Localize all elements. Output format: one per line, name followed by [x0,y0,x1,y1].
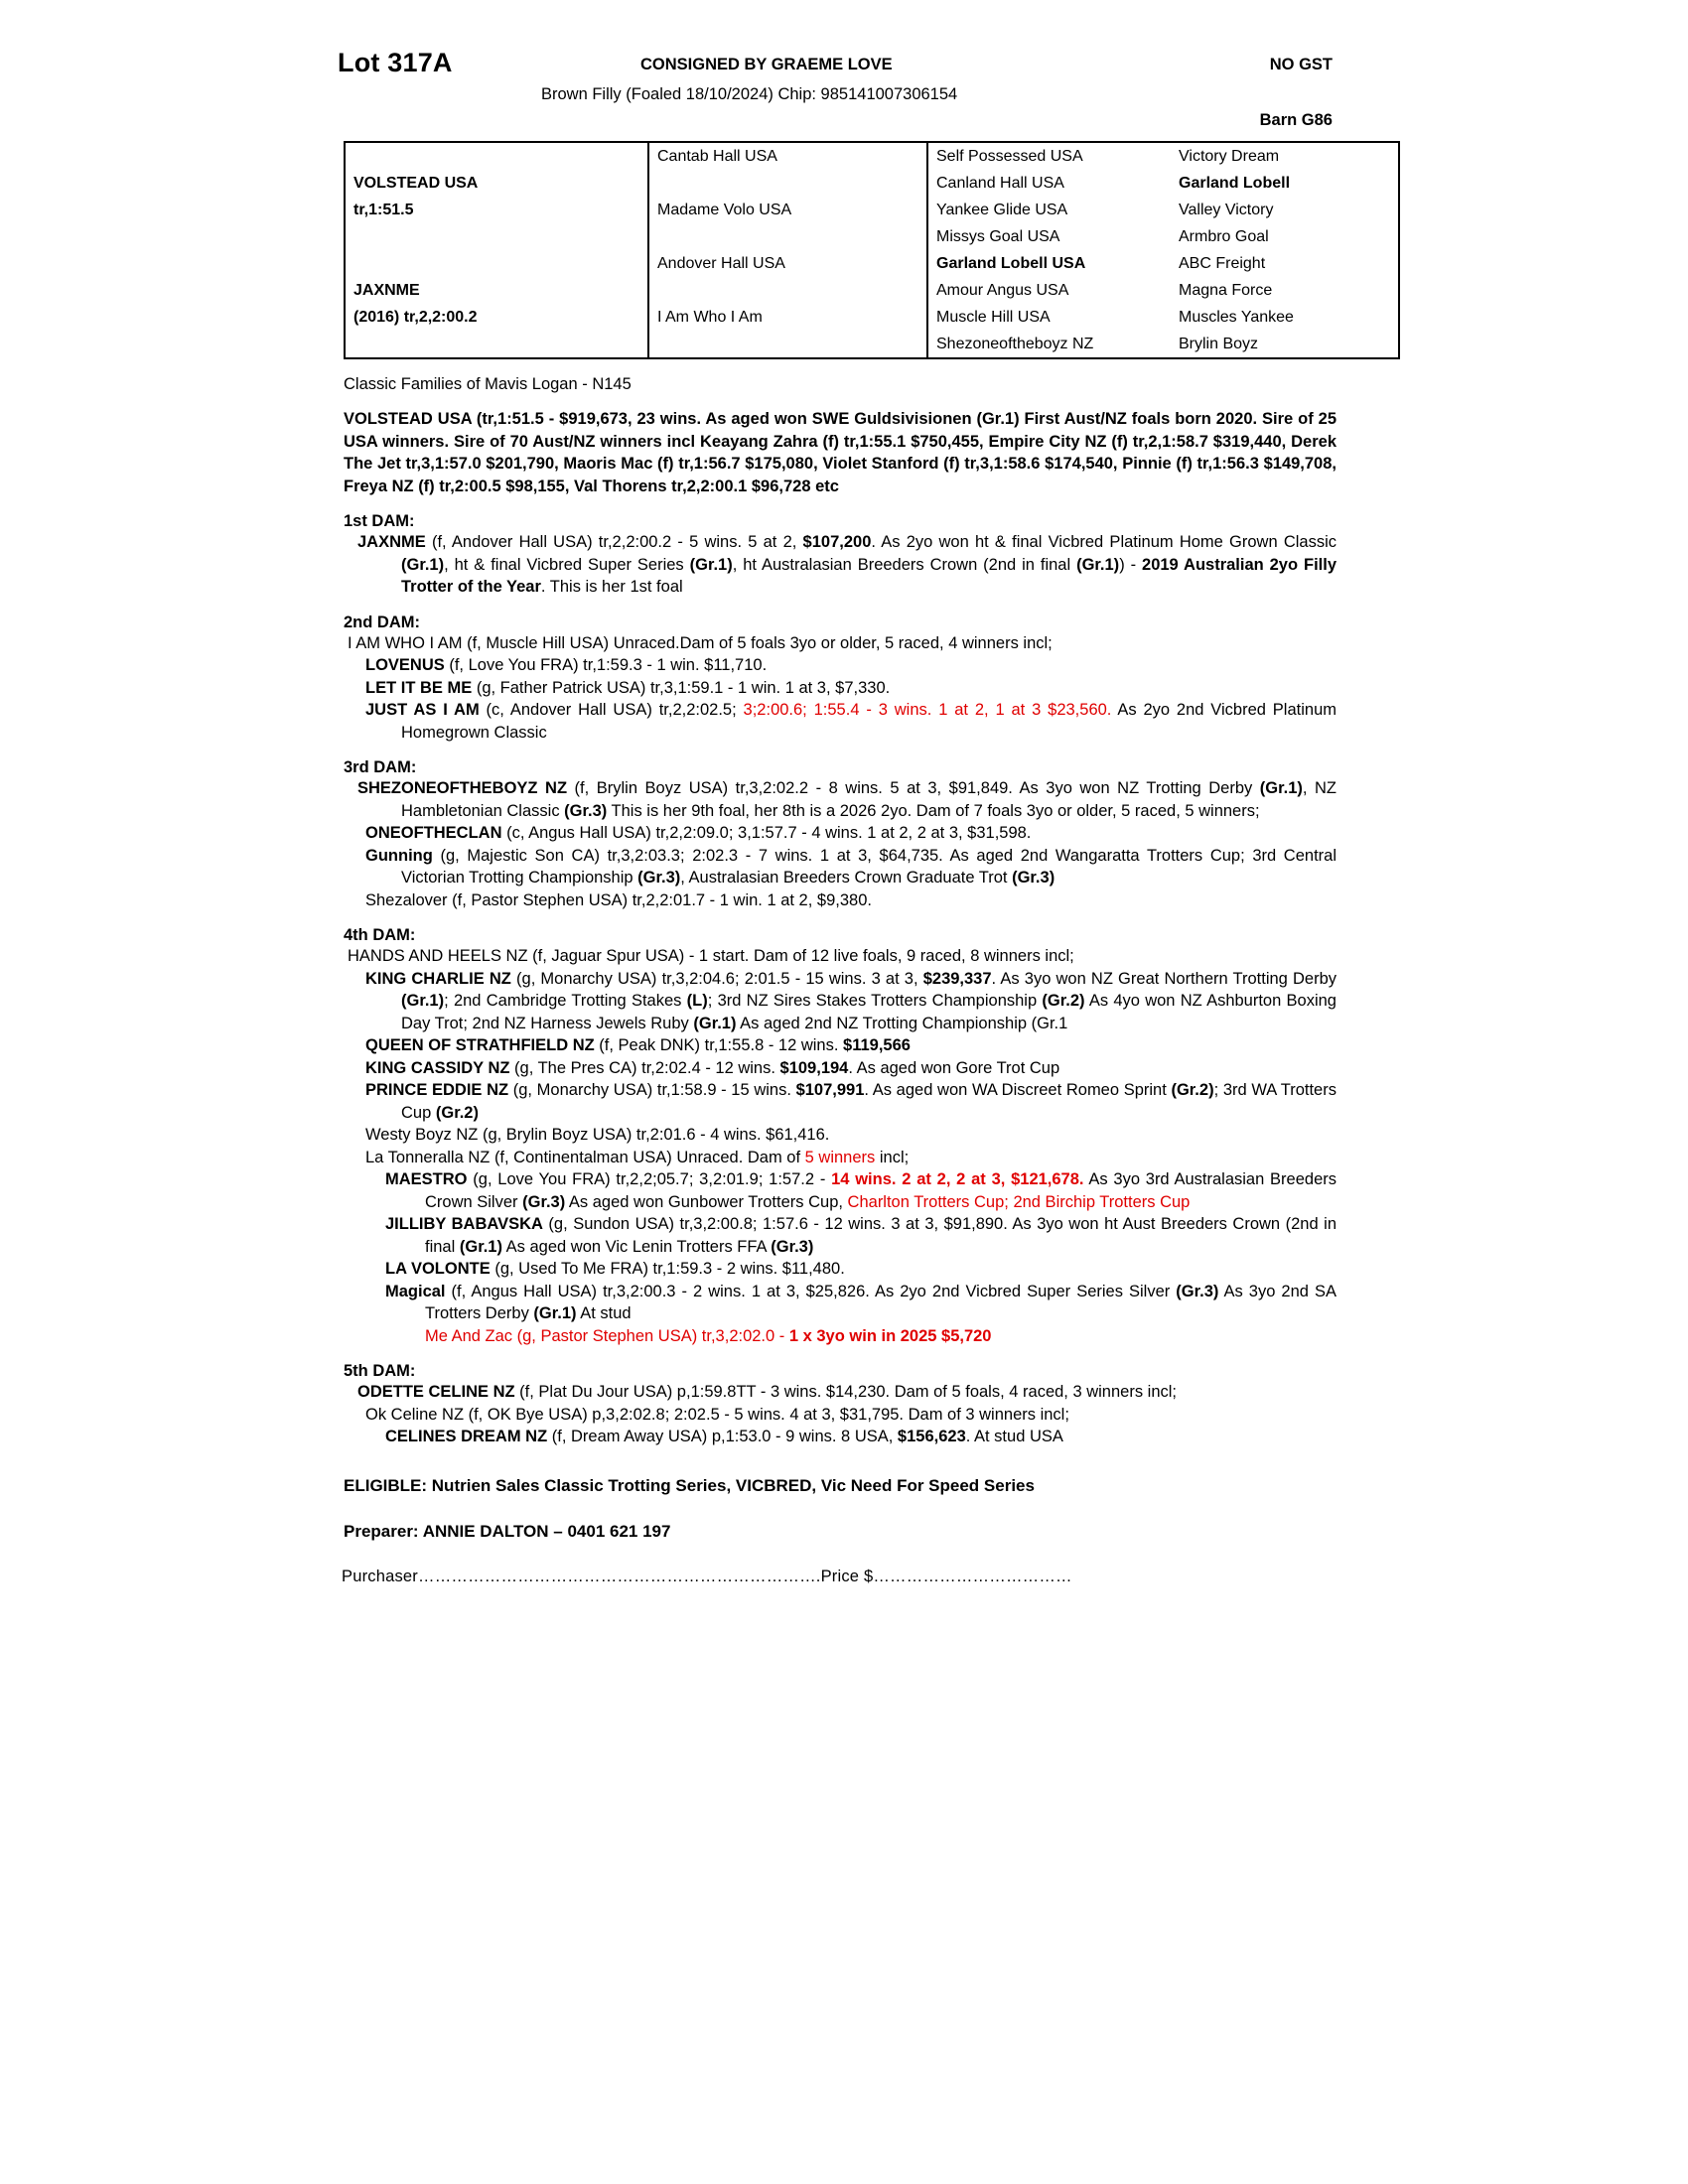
entry-text: (Gr.2) [435,1103,479,1122]
entry-text: , ht & final Vicbred Super Series [444,555,690,574]
pedigree-row [345,142,1399,170]
entry-text: 3;2:00.6; 1:55.4 - 3 wins. 1 at 2, 1 at 3 $23,560. [743,701,1112,719]
classic-families-line: Classic Families of Mavis Logan - N145 [344,375,632,393]
horse-description: Brown Filly (Foaled 18/10/2024) Chip: 985141007306154 [541,85,958,103]
entry-text: (f, Angus Hall USA) tr,3,2:00.3 - 2 wins. 1 at 3, $25,826. As 2yo 2nd Vicbred Super Series Silver [445,1282,1177,1300]
entry-text: , Australasian Breeders Crown Graduate Trot [680,869,1013,887]
entry-text: 2019 Australian 2yo Filly Trotter of the Year [401,555,1336,596]
pedigree-cell [648,331,927,358]
entry-text: HANDS AND HEELS NZ (f, Jaguar Spur USA) - 1 start. Dam of 12 live foals, 9 raced, 8 winners incl; [348,947,1074,965]
entry-text: (g, Love You FRA) tr,2,2;05.7; 3,2:01.9; 1:57.2 - [467,1170,832,1188]
entry-text: (f, Love You FRA) tr,1:59.3 - 1 win. $11,710. [444,656,768,674]
entry-text: (Gr.3) [1176,1282,1219,1300]
entry-text: As 2yo 2nd Vicbred Platinum Homegrown Classic [401,701,1337,742]
dam-heading: 2nd DAM: [344,613,420,631]
entry-text: (Gr.1) [1076,555,1120,574]
pedigree-entry [344,1079,1336,1124]
entry-text: . At stud USA [965,1428,1063,1445]
entry-text: At stud [576,1304,632,1322]
pedigree-entry [344,632,1336,655]
pedigree-entry [344,531,1336,599]
sire-summary: VOLSTEAD USA (tr,1:51.5 - $919,673, 23 wins. As aged won SWE Guldsivisionen (Gr.1) First Aust/NZ foals born 2020. Sire of 25 USA winners. Sire of 70 Aust/NZ winners incl Keayang Zahra (f) tr,1:55.1 $750,455, Empire City NZ (f) tr,2,1:58.7 $319,440, Derek The Jet tr,3,1:57.0 $201,790, Maoris Mac (f) tr,1:56.7 $175,080, Violet Stanford (f) tr,3,1:58.6 $174,540, Pinnie (f) tr,1:56.3 $149,708, Freya NZ (f) tr,2:00.5 $98,155, Val Thorens tr,2,2:00.1 $96,728 etc [344,410,1336,495]
entry-text: Charlton Trotters Cup; 2nd Birchip Trotters Cup [847,1192,1191,1211]
entry-text: (L) [686,992,708,1010]
entry-text: (Gr.1) [693,1014,737,1032]
entry-text: Me And Zac (g, Pastor Stephen USA) tr,3,2:02.0 - [425,1326,789,1345]
entry-text: (Gr.2) [1042,992,1085,1010]
pedigree-row [345,170,1399,197]
pedigree-entry [344,1057,1336,1080]
entry-text: (f, Dream Away USA) p,1:53.0 - 9 wins. 8 USA, [547,1428,898,1445]
entry-text: 14 wins. 2 at 2, 2 at 3, $121,678. [831,1170,1084,1188]
entry-text: (g, Used To Me FRA) tr,1:59.3 - 2 wins. $11,480. [490,1260,845,1278]
pedigree-row [345,304,1399,331]
pedigree-cell [648,277,927,304]
dam-heading: 3rd DAM: [344,758,417,776]
entry-text: Ok Celine NZ (f, OK Bye USA) p,3,2:02.8; 2:02.5 - 5 wins. 4 at 3, $31,795. Dam of 3 winners incl; [365,1405,1069,1424]
pedigree-cell: (2016) tr,2,2:00.2 [353,309,478,326]
pedigree-entry [344,945,1336,968]
dam-entry-block [344,531,1336,599]
entry-text: incl; [875,1148,910,1166]
entry-text: (f, Plat Du Jour USA) p,1:59.8TT - 3 wins. $14,230. Dam of 5 foals, 4 raced, 3 winners incl; [514,1383,1178,1401]
pedigree-row [345,223,1399,250]
entry-text: KING CASSIDY NZ [365,1058,510,1077]
pedigree-cell: Muscles Yankee [1179,309,1294,326]
entry-text: I AM WHO I AM (f, Muscle Hill USA) Unraced.Dam of 5 foals 3yo or older, 5 raced, 4 winners incl; [348,633,1053,652]
entry-text: . As aged won Gore Trot Cup [848,1058,1060,1077]
pedigree-cell: Valley Victory [1179,202,1274,218]
pedigree-cell: Victory Dream [1179,148,1280,165]
entry-text: As 3yo 3rd Australasian Breeders Crown Silver [425,1170,1336,1211]
entry-text: (c, Angus Hall USA) tr,2,2:09.0; 3,1:57.7 - 4 wins. 1 at 2, 2 at 3, $31,598. [501,824,1032,842]
pedigree-cell: Brylin Boyz [1179,336,1259,352]
entry-text: ; 3rd WA Trotters Cup [401,1081,1336,1122]
pedigree-entry [344,699,1336,744]
pedigree-cell: Andover Hall USA [648,250,927,277]
entry-text: (f, Peak DNK) tr,1:55.8 - 12 wins. [594,1036,844,1054]
pedigree-cell [648,223,927,250]
entry-text: (g, Father Patrick USA) tr,3,1:59.1 - 1 win. 1 at 3, $7,330. [472,678,891,697]
entry-text: , ht Australasian Breeders Crown (2nd in final [732,555,1077,574]
entry-text: Gunning [365,846,433,865]
pedigree-cell: tr,1:51.5 [353,202,414,218]
entry-text: JILLIBY BABAVSKA [385,1215,543,1233]
pedigree-cell: Yankee Glide USA [927,197,1171,223]
dam-entry-block [344,632,1336,745]
pedigree-entry [344,1258,1336,1281]
entry-text: 5 winners [804,1148,876,1166]
pedigree-cell: Canland Hall USA [927,170,1171,197]
entry-text: $107,991 [795,1081,865,1099]
entry-text: QUEEN OF STRATHFIELD NZ [365,1036,595,1054]
entry-text: (f, Andover Hall USA) tr,2,2:00.2 - 5 wins. 5 at 2, [425,533,803,551]
pedigree-cell [648,170,927,197]
barn-number: Barn G86 [1259,111,1333,129]
entry-text: ; 2nd Cambridge Trotting Stakes [444,992,687,1010]
entry-text: (Gr.3) [522,1192,566,1211]
entry-text: $239,337 [922,969,992,988]
entry-text: (Gr.1) [401,992,445,1010]
entry-text: As aged won Vic Lenin Trotters FFA [501,1237,772,1256]
entry-text: LA VOLONTE [385,1260,491,1278]
pedigree-entry [344,1281,1336,1325]
pedigree-cell: Cantab Hall USA [648,142,927,170]
entry-text: (Gr.2) [1171,1081,1214,1099]
entry-text: JUST AS I AM [365,701,480,719]
pedigree-row [345,250,1399,277]
pedigree-cell [345,223,648,250]
pedigree-cell: JAXNME [353,282,420,299]
entry-text: ) - [1119,555,1143,574]
eligibility-line: ELIGIBLE: Nutrien Sales Classic Trotting Series, VICBRED, Vic Need For Speed Series [344,1475,1035,1495]
preparer-line: Preparer: ANNIE DALTON – 0401 621 197 [344,1521,671,1541]
entry-text: Shezalover (f, Pastor Stephen USA) tr,2,2:01.7 - 1 win. 1 at 2, $9,380. [365,890,872,909]
dam-sections [338,512,1350,1448]
entry-text: As 3yo 2nd SA Trotters Derby [425,1282,1336,1322]
entry-text: (g, Monarchy USA) tr,3,2:04.6; 2:01.5 - 15 wins. 3 at 3, [510,969,923,988]
entry-text: (Gr.3) [1012,869,1055,887]
entry-text: Magical [385,1282,446,1300]
pedigree-entry [344,889,1336,912]
entry-text: (Gr.1) [401,555,445,574]
entry-text: . As 2yo won ht & final Vicbred Platinum Home Grown Classic [871,533,1337,551]
pedigree-cell [345,250,648,277]
entry-text: (g, The Pres CA) tr,2:02.4 - 12 wins. [509,1058,780,1077]
pedigree-cell: Amour Angus USA [927,277,1171,304]
entry-text: , NZ Hambletonian Classic [401,779,1337,820]
pedigree-cell: VOLSTEAD USA [353,175,479,192]
pedigree-cell: Magna Force [1179,282,1273,299]
entry-text: (g, Sundon USA) tr,3,2:00.8; 1:57.6 - 12 wins. 3 at 3, $91,890. As 3yo won ht Aust Breeders Crown (2nd in final [425,1215,1336,1256]
pedigree-cell: Garland Lobell USA [927,250,1171,277]
pedigree-row [345,277,1399,304]
pedigree-entry [344,1325,1336,1348]
pedigree-cell: Shezoneoftheboyz NZ [927,331,1171,358]
entry-text: $119,566 [843,1036,911,1054]
entry-text: JAXNME [357,533,426,551]
entry-text: (f, Brylin Boyz USA) tr,3,2:02.2 - 8 wins. 5 at 3, $91,849. As 3yo won NZ Trotting Derby [567,779,1260,797]
entry-text: (Gr.3) [564,801,608,820]
entry-text: This is her 9th foal, her 8th is a 2026 2yo. Dam of 7 foals 3yo or older, 5 raced, 5 winners; [607,801,1260,820]
entry-text: MAESTRO [385,1170,468,1188]
entry-text: ODETTE CELINE NZ [357,1383,515,1401]
dam-heading: 5th DAM: [344,1362,416,1380]
pedigree-entry [344,777,1336,822]
entry-text: (c, Andover Hall USA) tr,2,2:02.5; [479,701,744,719]
entry-text: LET IT BE ME [365,678,473,697]
consignor-line: CONSIGNED BY GRAEME LOVE [640,56,893,73]
pedigree-entry [344,1213,1336,1258]
entry-text: . This is her 1st foal [540,578,683,596]
dam-heading: 1st DAM: [344,512,415,530]
pedigree-cell: Madame Volo USA [648,197,927,223]
entry-text: $109,194 [779,1058,849,1077]
pedigree-row [345,331,1399,358]
dam-entry-block [344,945,1336,1347]
gst-status: NO GST [1269,56,1333,73]
pedigree-cell: Armbro Goal [1179,228,1269,245]
pedigree-cell [345,331,648,358]
entry-text: (g, Monarchy USA) tr,1:58.9 - 15 wins. [508,1081,796,1099]
entry-text: As 4yo won NZ Ashburton Boxing Day Trot; 2nd NZ Harness Jewels Ruby [401,992,1336,1032]
pedigree-entry [344,845,1336,889]
entry-text: . As 3yo won NZ Great Northern Trotting Derby [991,969,1336,988]
entry-text: (Gr.3) [771,1237,814,1256]
pedigree-entry [344,1034,1336,1057]
dam-entry-block [344,777,1336,911]
pedigree-entry [344,1168,1336,1213]
entry-text: (Gr.1) [533,1304,577,1322]
pedigree-cell: Missys Goal USA [927,223,1171,250]
entry-text: (g, Majestic Son CA) tr,3,2:03.3; 2:02.3 - 7 wins. 1 at 3, $64,735. As aged 2nd Wangaratta Trotters Cup; 3rd Central Victorian Trotting Championship [401,846,1336,887]
pedigree-entry [344,1381,1336,1404]
pedigree-cell: ABC Freight [1179,255,1266,272]
entry-text: (Gr.1) [459,1237,502,1256]
pedigree-entry [344,1404,1336,1427]
pedigree-entry [344,1124,1336,1147]
dam-heading: 4th DAM: [344,926,416,944]
pedigree-entry [344,822,1336,845]
entry-text: As aged 2nd NZ Trotting Championship (Gr.1 [736,1014,1068,1032]
entry-text: SHEZONEOFTHEBOYZ NZ [357,779,568,797]
pedigree-cell: Muscle Hill USA [927,304,1171,331]
entry-text: LOVENUS [365,656,445,674]
pedigree-entry [344,654,1336,677]
pedigree-entry [344,1426,1336,1448]
pedigree-entry [344,677,1336,700]
entry-text: ONEOFTHECLAN [365,824,502,842]
entry-text: As aged won Gunbower Trotters Cup, [565,1192,848,1211]
pedigree-row [345,197,1399,223]
entry-text: (Gr.3) [637,869,681,887]
pedigree-cell: Garland Lobell [1179,175,1291,192]
pedigree-table [344,141,1400,359]
entry-text: (Gr.1) [689,555,733,574]
entry-text: $156,623 [897,1428,966,1445]
entry-text: $107,200 [802,533,872,551]
entry-text: KING CHARLIE NZ [365,969,511,988]
entry-text: CELINES DREAM NZ [385,1428,548,1445]
entry-text: . As aged won WA Discreet Romeo Sprint [864,1081,1172,1099]
entry-text: ; 3rd NZ Sires Stakes Trotters Championship [707,992,1043,1010]
page-content [338,40,1350,1586]
dam-entry-block [344,1381,1336,1448]
purchaser-line: Purchaser……………………………………………………………….Price $……………………………… [342,1567,1072,1585]
entry-text: (Gr.1) [1259,779,1303,797]
entry-text: Westy Boyz NZ (g, Brylin Boyz USA) tr,2:01.6 - 4 wins. $61,416. [365,1126,830,1144]
lot-number: Lot 317A [338,48,453,77]
pedigree-cell [345,142,648,170]
pedigree-entry [344,968,1336,1035]
page-header [338,40,1350,129]
entry-text: PRINCE EDDIE NZ [365,1081,509,1099]
entry-text: 1 x 3yo win in 2025 $5,720 [788,1326,992,1345]
pedigree-entry [344,1147,1336,1169]
entry-text: La Tonneralla NZ (f, Continentalman USA) Unraced. Dam of [365,1148,805,1166]
pedigree-cell: I Am Who I Am [648,304,927,331]
pedigree-cell: Self Possessed USA [927,142,1171,170]
pedigree-table-wrapper [344,141,1336,359]
